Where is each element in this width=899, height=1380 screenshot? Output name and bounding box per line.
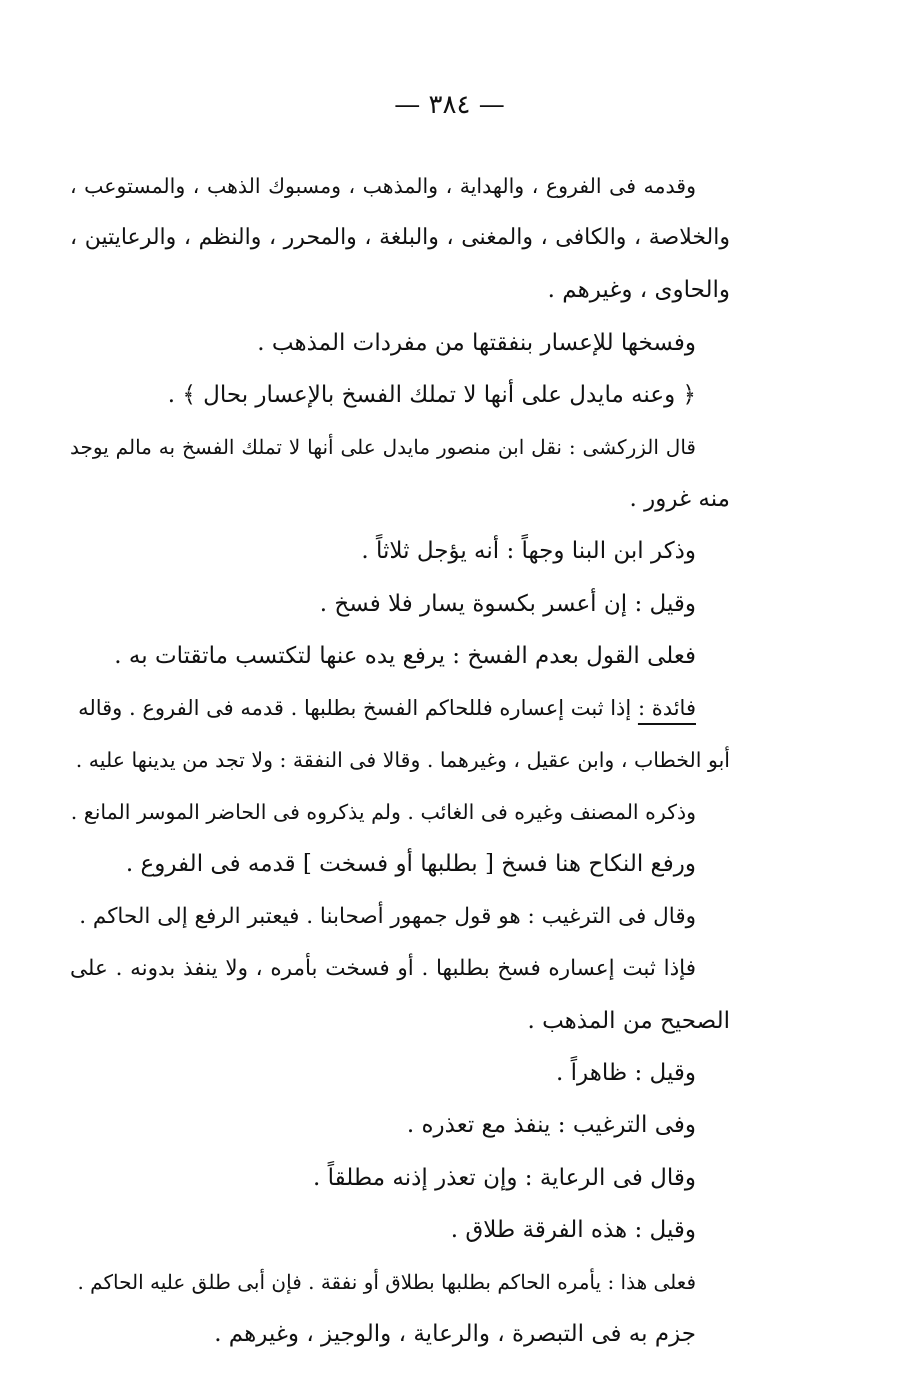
line-text: وقيل : هذه الفرقة طلاق . [450,1216,696,1243]
line-text: وقيل : إن أعسر بكسوة يسار فلا فسخ . [319,590,696,617]
text-line [70,682,730,734]
line-text: وقال فى الترغيب : هو قول جمهور أصحابنا . فيعتبر الرفع إلى الحاكم . [79,903,696,929]
line-text: والخلاصة ، والكافى ، والمغنى ، والبلغة ، والمحرر ، والنظم ، والرعايتين ، [70,225,730,251]
line-text: أبو الخطاب ، وابن عقيل ، وغيرهما . وقالا فى النفقة : ولا تجد من يدينها عليه . [75,748,730,773]
line-text: وقدمه فى الفروع ، والهداية ، والمذهب ، ومسبوك الذهب ، والمستوعب ، [70,174,696,198]
line-text: ورفع النكاح هنا فسخ [ بطلبها أو فسخت ] قدمه فى الفروع . [125,851,696,878]
text-line [70,734,730,786]
line-text: وذكره المصنف وغيره فى الغائب . ولم يذكروه فى الحاضر الموسر المانع . [70,800,696,825]
line-text: وقال فى الرعاية : وإن تعذر إذنه مطلقاً . [313,1164,696,1191]
page-number: — ٣٨٤ — [394,90,505,120]
note-label: فائدة : [637,695,696,720]
text-line [70,1256,730,1308]
text-line [70,212,730,264]
line-text: وفى الترغيب : ينفذ مع تعذره . [406,1112,696,1139]
text-line [70,369,730,421]
text-line [70,786,730,838]
text-line [70,421,730,473]
text-line [70,995,730,1047]
text-line [70,578,730,630]
text-line [70,838,730,890]
text-line [70,160,730,212]
text-line [70,1308,730,1360]
text-line [70,525,730,577]
text-line [70,1204,730,1256]
text-line [70,1099,730,1151]
text-line [70,264,730,316]
body-text [70,160,730,1360]
line-text: والحاوى ، وغيرهم . [547,277,730,304]
line-text: وفسخها للإعسار بنفقتها من مفردات المذهب . [257,329,696,356]
line-text: فإذا ثبت إعساره فسخ بطلبها . أو فسخت بأمره ، ولا ينفذ بدونه . على [70,955,696,981]
text-line [70,473,730,525]
text-line [70,943,730,995]
line-text: منه غرور . [629,486,730,513]
line-text: الصحيح من المذهب . [527,1008,730,1034]
text-line [70,891,730,943]
line-text: وقيل : ظاهراً . [556,1060,696,1087]
text-line [70,317,730,369]
line-text: قال الزركشى : نقل ابن منصور مايدل على أنها لا تملك الفسخ به مالم يوجد [70,434,696,459]
text-line [70,630,730,682]
text-line [70,1047,730,1099]
line-text: فعلى هذا : يأمره الحاكم بطلبها بطلاق أو نفقة . فإن أبى طلق عليه الحاكم . [77,1269,696,1294]
line-text: ﴿ وعنه مايدل على أنها لا تملك الفسخ بالإعسار بحال ﴾ . [167,381,696,408]
text-line [70,1152,730,1204]
line-text: فعلى القول بعدم الفسخ : يرفع يده عنها لتكتسب ماتقتات به . [114,642,696,669]
line-text: وذكر ابن البنا وجهاً : أنه يؤجل ثلاثاً . [361,538,696,565]
line-text: إذا ثبت إعساره فللحاكم الفسخ بطلبها . قدمه فى الفروع . وقاله [78,695,632,720]
line-text: جزم به فى التبصرة ، والرعاية ، والوجيز ، وغيرهم . [214,1321,696,1348]
